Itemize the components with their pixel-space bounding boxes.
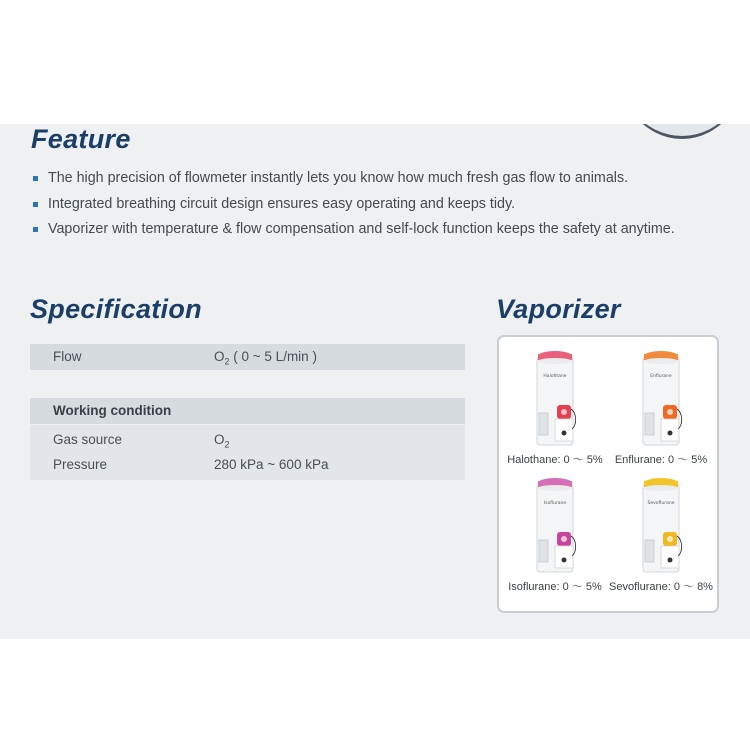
- feature-item: Integrated breathing circuit design ensures easy operating and keeps tidy.: [32, 192, 675, 218]
- vaporizer-image: [639, 347, 683, 447]
- square-bullet-icon: [33, 202, 38, 207]
- vaporizer-item: [503, 345, 607, 475]
- vaporizer-image: [639, 474, 683, 574]
- vaporizer-item: [609, 345, 713, 475]
- decorative-photo-circle: [612, 124, 750, 139]
- vaporizer-item: [503, 472, 607, 602]
- vaporizer-gallery: [497, 335, 719, 613]
- content-panel: [0, 124, 750, 639]
- svg-text:Isoflurane: Isoflurane: [543, 501, 567, 506]
- vaporizer-image: [533, 347, 577, 447]
- vaporizer-caption: Isoflurane: 0 ～ 5%: [508, 581, 602, 593]
- feature-item: The high precision of flowmeter instantly lets you know how much fresh gas flow to animals.: [32, 166, 675, 192]
- flow-value: $O_2$ ( 0 ~ 5 L/min ): [214, 349, 317, 367]
- vaporizer-caption: Enflurane: 0 ～ 5%: [614, 454, 708, 466]
- flow-label: Flow: [53, 349, 82, 364]
- vaporizer-caption: Sevoflurane: 0 ～ 8%: [609, 581, 713, 593]
- gas-source-label: Gas source: [53, 432, 123, 447]
- square-bullet-icon: [33, 176, 38, 181]
- specification-title: Specification: [30, 294, 202, 324]
- pressure-value: 280 kPa ~ 600 kPa: [214, 457, 329, 472]
- feature-title: Feature: [31, 124, 131, 154]
- spec-group-working: [30, 425, 465, 480]
- pressure-label: Pressure: [53, 457, 108, 472]
- svg-text:Sevoflurane: Sevoflurane: [647, 501, 675, 506]
- square-bullet-icon: [33, 227, 38, 232]
- blank-footer: [0, 639, 750, 750]
- gas-source-value: $O_2$: [214, 432, 230, 450]
- working-condition-heading: Working condition: [53, 403, 172, 418]
- spec-row-flow: [30, 344, 465, 370]
- vaporizer-title: Vaporizer: [496, 294, 621, 324]
- vaporizer-item: [609, 472, 713, 602]
- vaporizer-caption: Halothane: 0 ～ 5%: [507, 454, 603, 466]
- feature-item: Vaporizer with temperature & flow compensation and self-lock function keeps the safety at anytime.: [32, 217, 675, 243]
- vaporizer-image: [533, 474, 577, 574]
- svg-text:Enflurane: Enflurane: [650, 374, 672, 379]
- spec-row-working-condition: [30, 398, 465, 424]
- feature-list: [32, 166, 675, 243]
- svg-text:Halothane: Halothane: [543, 374, 567, 379]
